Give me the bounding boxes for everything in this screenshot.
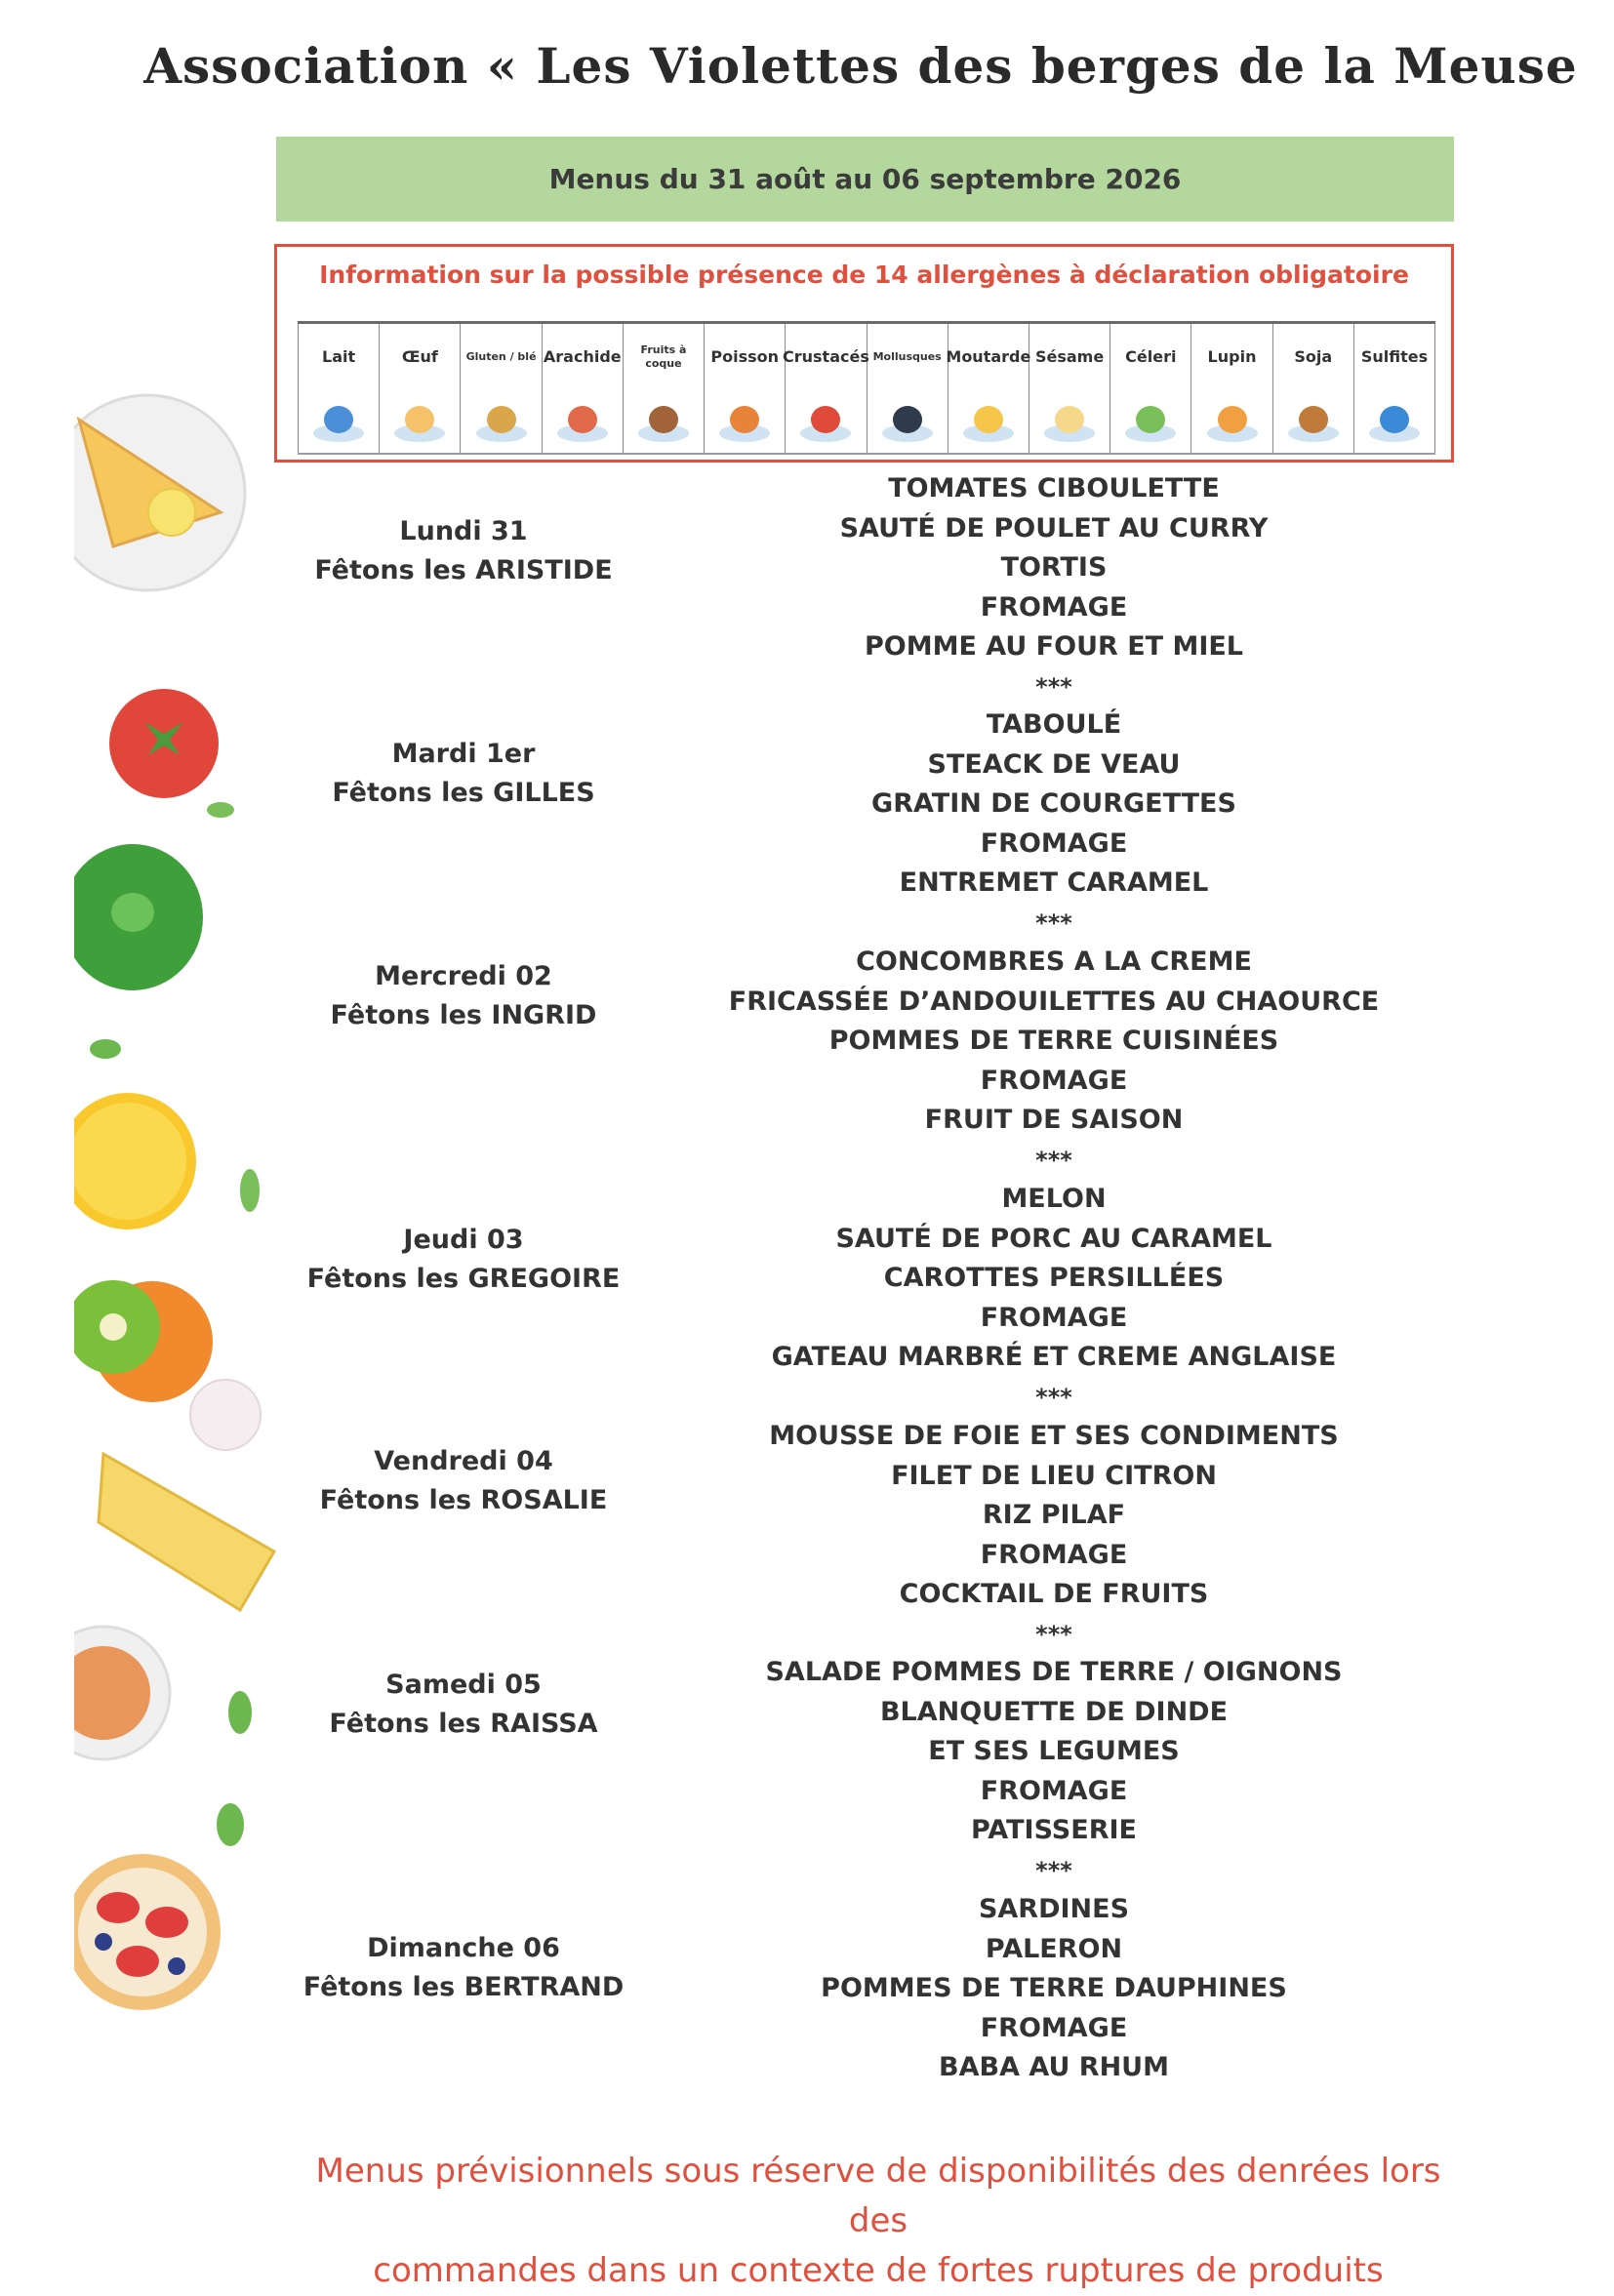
allergen-info-title: Information sur la possible présence de 14 allergènes à déclaration obligatoire [319,261,1409,289]
allergen-strip [298,321,1435,455]
allergen-cell [868,324,948,453]
day-label [293,735,634,813]
sulfites-icon [1367,390,1422,445]
fish-icon [717,390,772,445]
day-name: Lundi 31 [399,516,528,546]
menu-item: PALERON [985,1933,1123,1964]
allergen-label: Crustacés [783,347,869,366]
feast-name: Fêtons les ARISTIDE [314,555,613,585]
menu-item: TORTIS [1000,552,1108,583]
day-menu [712,705,1395,943]
allergen-label: Gluten / blé [465,350,537,364]
day-menu [712,1417,1395,1654]
menu-item: SALADE POMMES DE TERRE / OIGNONS [765,1657,1343,1687]
egg-icon [392,390,447,445]
day-name: Dimanche 06 [367,1933,560,1963]
menu-item: FROMAGE [980,1775,1128,1806]
disclaimer-line-1: Menus prévisionnels sous réserve de disponibilités des denrées lors des [315,2152,1441,2240]
soy-icon [1286,390,1341,445]
allergen-cell [380,324,461,453]
day-label [293,957,634,1035]
allergen-cell [543,324,624,453]
feast-name: Fêtons les GREGOIRE [306,1264,621,1294]
wheat-icon [474,390,529,445]
nut-icon [636,390,691,445]
mustard-icon [961,390,1016,445]
day-label [293,512,634,590]
menu-item: TABOULÉ [986,709,1122,740]
menu-item: MELON [1001,1184,1107,1214]
menu-separator: *** [1035,1620,1072,1648]
menu-item: FROMAGE [980,1302,1128,1333]
leaf-icon [228,1691,252,1734]
allergen-label: Céleri [1125,347,1177,366]
menu-item: FROMAGE [980,591,1128,623]
allergen-label: Lait [322,347,356,366]
menu-separator: *** [1035,908,1072,937]
menu-item: POMMES DE TERRE CUISINÉES [828,1026,1279,1056]
menu-item: POMMES DE TERRE DAUPHINES [821,1973,1287,2003]
allergen-label: Poisson [710,347,780,366]
leaf-icon [207,802,234,818]
green-pepper-icon [74,844,203,990]
day-label [293,1929,634,2007]
leaf-icon [217,1803,244,1846]
kiwi-orange-icon [74,1280,213,1402]
menu-item: FROMAGE [980,1539,1128,1570]
menu-item: FROMAGE [980,1065,1128,1096]
menu-item: POMME AU FOUR ET MIEL [864,631,1244,662]
menu-item: ENTREMET CARAMEL [899,867,1209,898]
day-menu [712,469,1395,706]
day-name: Mardi 1er [391,739,536,769]
allergen-label: Moutarde [946,347,1031,366]
leaf-icon [90,1039,121,1059]
milk-icon [311,390,366,445]
feast-name: Fêtons les BERTRAND [303,1972,625,2002]
orange-juice-icon [74,1093,196,1229]
menu-item: CAROTTES PERSILLÉES [883,1263,1225,1293]
menu-item: BLANQUETTE DE DINDE [879,1696,1229,1727]
day-name: Vendredi 04 [374,1446,553,1476]
day-name: Samedi 05 [385,1670,542,1700]
feast-name: Fêtons les INGRID [330,1000,597,1030]
allergen-label: Fruits à coque [640,343,687,370]
menu-item: FROMAGE [980,827,1128,859]
menu-item: CONCOMBRES A LA CREME [856,947,1252,977]
menu-period-text: Menus du 31 août au 06 septembre 2026 [548,163,1182,195]
allergen-cell [783,324,869,453]
mussel-icon [880,390,935,445]
menu-item: FRICASSÉE D’ANDOUILETTES AU CHAOURCE [728,986,1380,1017]
menu-item: TOMATES CIBOULETTE [888,473,1220,504]
tart-plate-icon [74,395,245,590]
allergen-label: Sésame [1034,347,1105,366]
menu-item: FRUIT DE SAISON [924,1105,1184,1135]
menu-separator: *** [1035,1383,1072,1411]
document-title: Association « Les Violettes des berges de la Meuse [143,37,1578,95]
disclaimer-line-2: commandes dans un contexte de fortes ruptures de produits [373,2251,1384,2290]
cheese-icon [99,1454,274,1610]
sesame-icon [1042,390,1097,445]
day-label [293,1442,634,1520]
allergen-info-box [274,244,1454,463]
menu-separator: *** [1035,672,1072,701]
allergen-label: Soja [1294,347,1333,366]
menu-item: PATISSERIE [971,1815,1137,1845]
menu-item: GATEAU MARBRÉ ET CREME ANGLAISE [771,1342,1337,1372]
tea-cup-icon [74,1627,170,1759]
crab-icon [798,390,853,445]
day-label [293,1666,634,1744]
menu-item: MOUSSE DE FOIE ET SES CONDIMENTS [769,1421,1339,1451]
allergen-cell [624,324,705,453]
fruit-tart-icon [74,1854,221,2010]
menu-period-banner [276,137,1454,222]
feast-name: Fêtons les GILLES [332,778,595,808]
day-name: Mercredi 02 [375,961,552,991]
celery-icon [1123,390,1178,445]
allergen-cell [461,324,542,453]
menu-item: GRATIN DE COURGETTES [871,788,1236,819]
feast-name: Fêtons les ROSALIE [319,1485,608,1515]
food-illustrations [74,351,279,2039]
day-name: Jeudi 03 [403,1225,524,1255]
menu-item: BABA AU RHUM [939,2052,1169,2082]
allergen-cell [298,324,380,453]
allergen-cell [705,324,786,453]
day-menu [712,1180,1395,1417]
allergen-cell [1273,324,1354,453]
menu-item: ET SES LEGUMES [928,1736,1180,1766]
day-label [293,1221,634,1299]
allergen-cell [1191,324,1272,453]
day-menu [712,1653,1395,1890]
menu-item: COCKTAIL DE FRUITS [899,1579,1209,1609]
peanut-icon [555,390,610,445]
allergen-cell [1354,324,1435,453]
onion-icon [190,1380,261,1450]
lupin-icon [1205,390,1260,445]
tomato-icon [109,689,219,798]
menu-item: STEACK DE VEAU [927,748,1181,780]
menu-item: SAUTÉ DE POULET AU CURRY [839,512,1269,544]
menu-separator: *** [1035,1146,1072,1174]
feast-name: Fêtons les RAISSA [329,1709,598,1739]
menu-item: FROMAGE [980,2012,1128,2043]
allergen-cell [948,324,1029,453]
menu-separator: *** [1035,1856,1072,1884]
allergen-label: Lupin [1207,347,1257,366]
disclaimer-footer [283,2147,1473,2296]
menu-item: RIZ PILAF [982,1500,1126,1530]
day-menu [712,1890,1395,2088]
menu-item: SAUTÉ DE PORC AU CARAMEL [835,1223,1272,1254]
allergen-label: Sulfites [1360,347,1429,366]
allergen-cell [1029,324,1110,453]
leaf-icon [240,1169,260,1212]
allergen-cell [1110,324,1191,453]
allergen-label: Mollusques [872,350,942,364]
menu-item: SARDINES [978,1894,1130,1924]
allergen-label: Œuf [401,347,438,366]
day-menu [712,943,1395,1180]
menu-item: FILET DE LIEU CITRON [891,1460,1217,1491]
allergen-label: Arachide [543,347,622,366]
